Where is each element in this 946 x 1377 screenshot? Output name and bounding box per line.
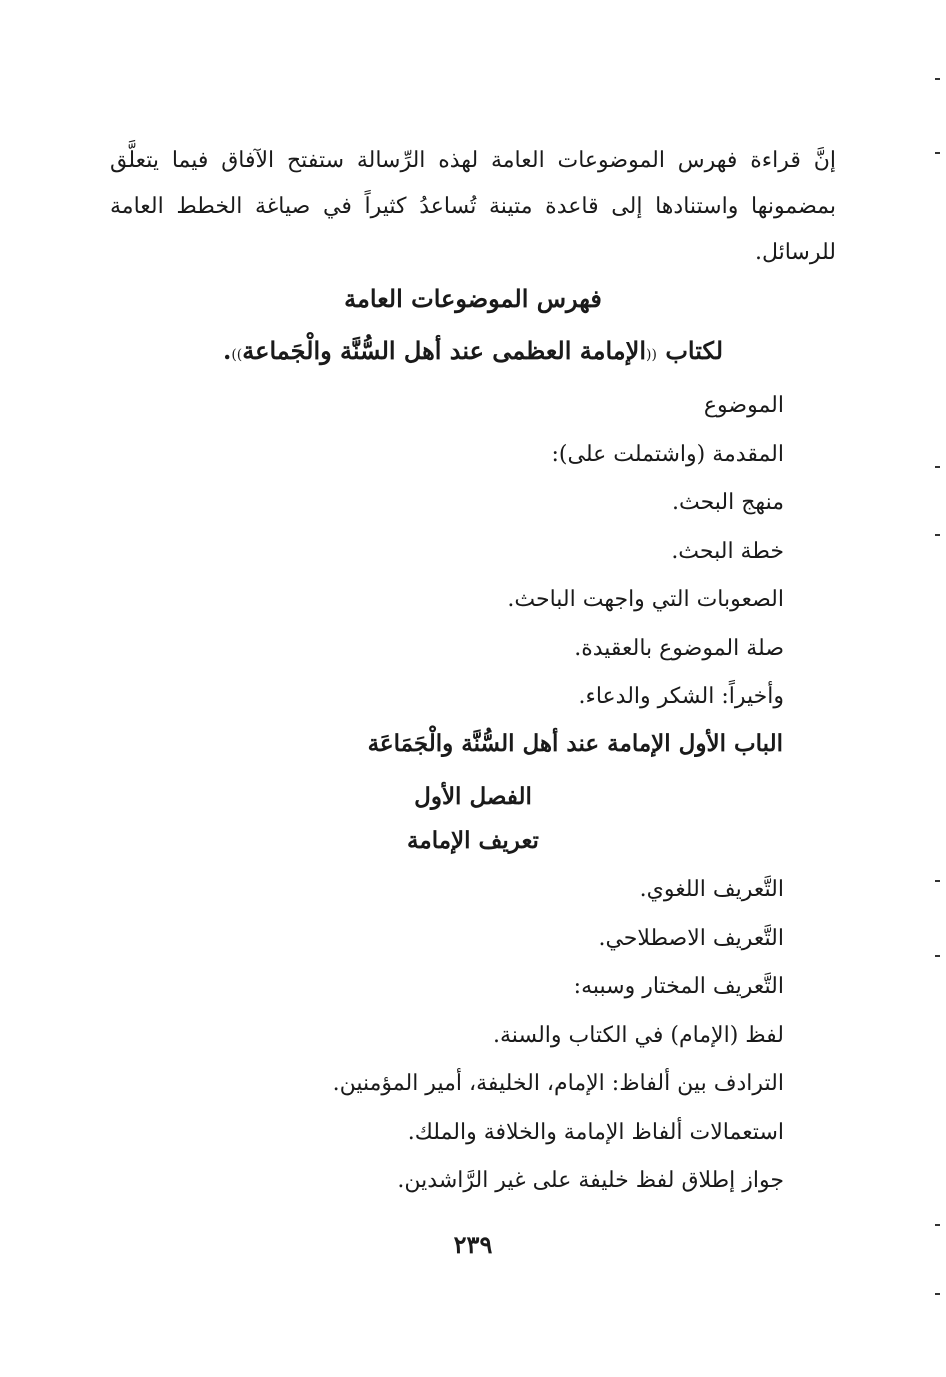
- list-item: جواز إطلاق لفظ خليفة على غير الرَّاشدين.: [397, 1168, 784, 1193]
- list-item: المقدمة (واشتملت على):: [551, 441, 784, 467]
- close-quote: )): [231, 347, 243, 363]
- list-item: الترادف بين ألفاظ: الإمام، الخليفة، أمير المؤمنين.: [332, 1071, 784, 1096]
- book-title-prefix: لكتاب: [665, 336, 724, 365]
- index-heading: فهرس الموضوعات العامة: [344, 284, 602, 313]
- list-item: وأخيراً: الشكر والدعاء.: [578, 684, 784, 709]
- book-title: الإمامة العظمى عند أهل السُّنَّة والْجَماعة: [242, 336, 647, 365]
- list-item: منهج البحث.: [671, 490, 784, 515]
- intro-paragraph: إنَّ قراءة فهرس الموضوعات العامة لهذه الرِّسالة ستفتح الآفاق فيما يتعلَّق بمضمونها واستنادها إلى قاعدة متينة تُساعدُ كثيراً في صياغة الخطط العامة للرسائل.: [110, 148, 836, 265]
- scan-mark: [935, 955, 940, 957]
- list-item: الصعوبات التي واجهت الباحث.: [507, 587, 784, 612]
- list-item: استعمالات ألفاظ الإمامة والخلافة والملك.: [407, 1119, 784, 1145]
- scan-mark: [935, 880, 940, 882]
- list-item: التَّعريف اللغوي.: [639, 877, 784, 902]
- list-item: صلة الموضوع بالعقيدة.: [574, 635, 784, 661]
- list-item: التَّعريف الاصطلاحي.: [598, 925, 784, 951]
- open-quote: ((: [646, 347, 657, 363]
- scan-mark: [935, 1224, 940, 1226]
- scan-mark: [935, 466, 940, 468]
- chapter-heading: الباب الأول الإمامة عند أهل السُّنَّة والْجَمَاعَة: [367, 730, 783, 757]
- scan-mark: [935, 1293, 940, 1295]
- list-item: الموضوع: [703, 393, 784, 418]
- subsection-heading: تعريف الإمامة: [407, 827, 539, 854]
- book-title-end: .: [222, 336, 232, 365]
- section-heading: الفصل الأول: [414, 783, 532, 810]
- page-number: ٢٣٩: [453, 1230, 493, 1259]
- book-title-heading: [0, 336, 946, 365]
- list-item: لفظ (الإمام) في الكتاب والسنة.: [493, 1022, 784, 1048]
- section-topic-list: [333, 866, 784, 1206]
- list-item: خطة البحث.: [671, 538, 784, 564]
- scan-mark: [935, 78, 940, 80]
- intro-topic-list: [507, 382, 784, 722]
- list-item: التَّعريف المختار وسببه:: [573, 974, 784, 999]
- scan-mark: [935, 152, 940, 154]
- scan-mark: [935, 534, 940, 536]
